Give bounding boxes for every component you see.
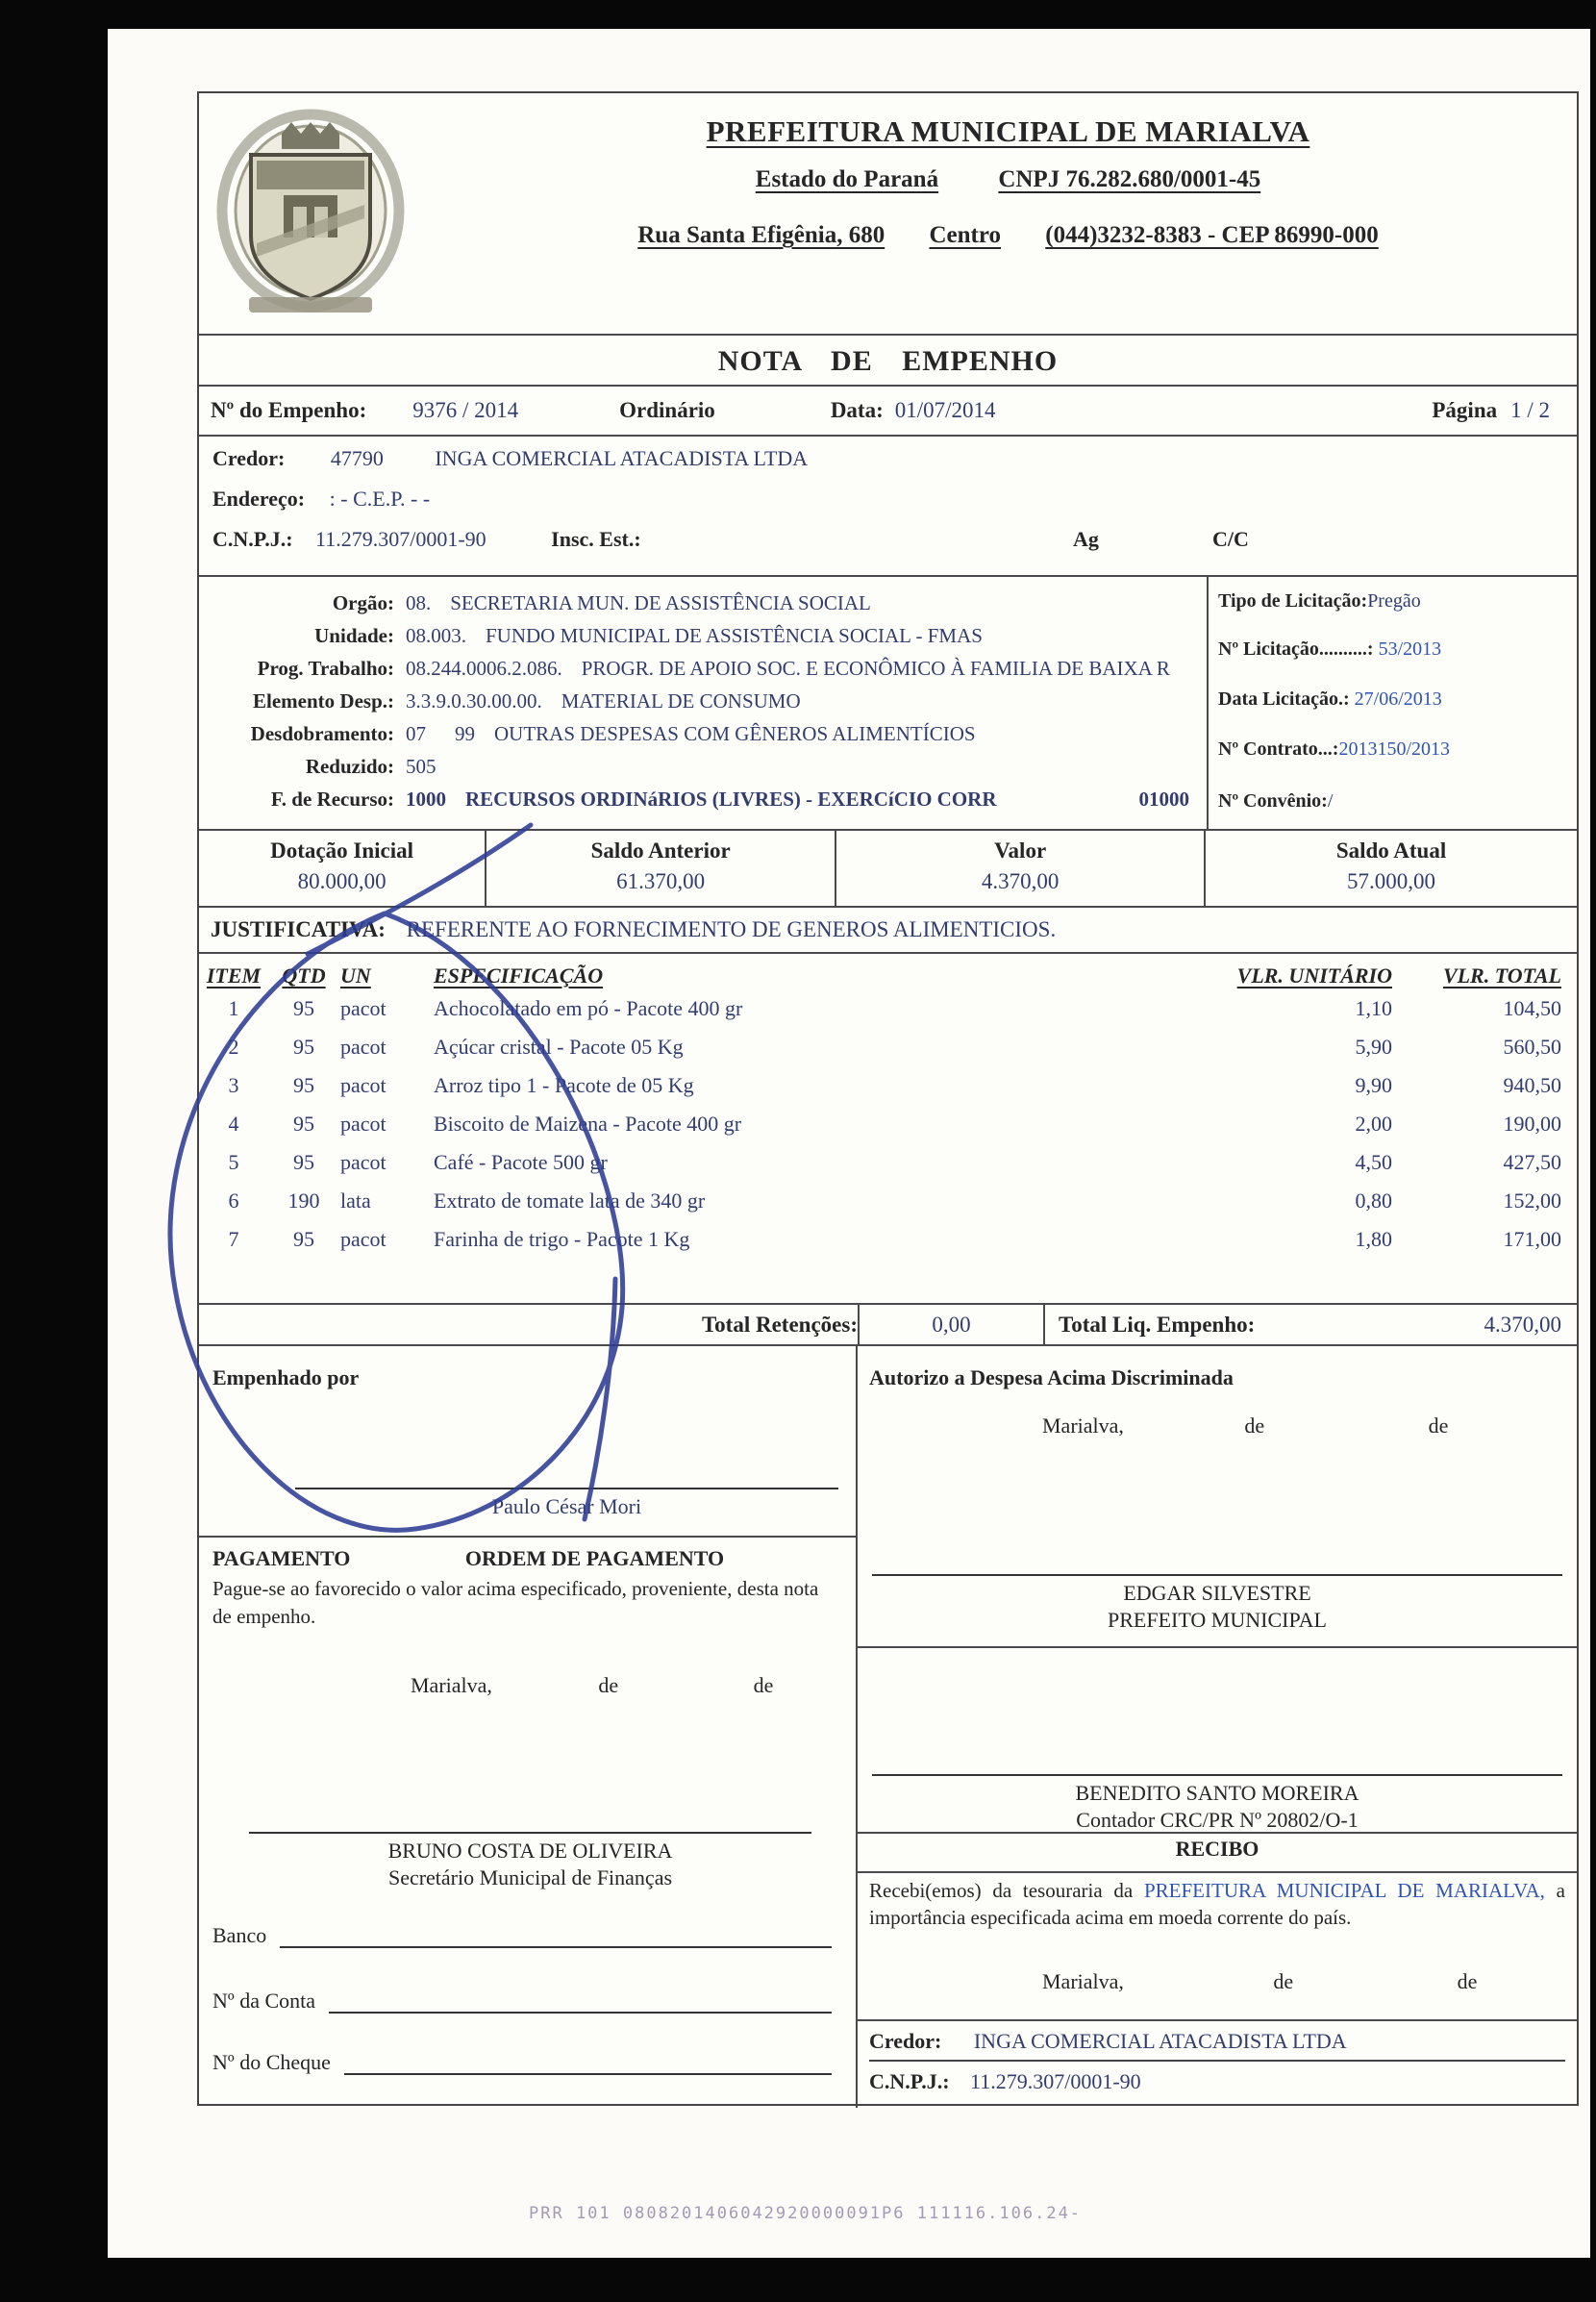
item-number: 3 [228,1073,239,1097]
insc-est-label: Insc. Est.: [551,527,641,551]
recibo-credor-row [869,2029,1565,2062]
tipo-licitacao-value: Pregão [1367,590,1421,612]
recibo-cnpj-value: 11.279.307/0001-90 [970,2069,1141,2093]
prefeito-name: EDGAR SILVESTRE [1123,1581,1311,1605]
dotacao-inicial-cell [199,831,486,906]
item-un: pacot [340,1150,387,1174]
desdobramento-desc: OUTRAS DESPESAS COM GÊNEROS ALIMENTÍCIOS [494,721,976,745]
credor-name: INGA COMERCIAL ATACADISTA LTDA [435,446,809,470]
state-cnpj-line [439,166,1577,193]
phone-cep: (044)3232-8383 - CEP 86990-000 [1045,222,1379,248]
desdobramento-code2: 99 [455,721,475,745]
num-licitacao-value: 53/2013 [1378,638,1442,660]
empenhado-signature-block [295,1488,838,1520]
de-label: de [753,1673,774,1697]
col-qtd: QTD [282,963,326,988]
retencoes-value: 0,00 [858,1305,1045,1344]
item-number: 6 [228,1189,239,1213]
contador-role: Contador CRC/PR Nº 20802/O-1 [1076,1807,1359,1832]
date-value: 01/07/2014 [894,398,996,422]
unidade-desc: FUNDO MUNICIPAL DE ASSISTÊNCIA SOCIAL - FMAS [486,623,983,647]
col-vlr-total: VLR. TOTAL [1442,963,1561,988]
item-vlr-total: 940,50 [1503,1073,1561,1097]
item-vlr-total: 190,00 [1503,1112,1561,1136]
banco-blank-line [280,1923,832,1948]
col-item: ITEM [206,963,262,988]
cheque-blank-line [344,2050,832,2075]
recibo-cnpj-label: C.N.P.J.: [869,2069,950,2093]
empenho-number-label: Nº do Empenho: [211,398,367,422]
recibo-city-date-line [858,1969,1577,1994]
recurso-code: 1000 [406,787,446,811]
saldo-anterior-value: 61.370,00 [616,869,706,893]
pagamento-text: Pague-se ao favorecido o valor acima especificado, proveniente, desta nota de empenho. [212,1577,819,1629]
item-vlr-total: 104,50 [1503,996,1561,1020]
recibo-title: RECIBO [1175,1837,1259,1861]
state-label: Estado do Paraná [755,166,939,192]
item-vlr-unit: 5,90 [1355,1035,1392,1059]
item-vlr-unit: 1,80 [1355,1227,1392,1251]
saldo-anterior-cell [486,831,836,906]
endereco-label: Endereço: [212,487,306,511]
items-table [199,954,1577,1259]
street-address: Rua Santa Efigênia, 680 [637,222,885,248]
orcamento-left [199,577,1209,829]
form-header [199,93,1577,334]
tipo-licitacao-label: Tipo de Licitação: [1218,590,1368,612]
elemento-desc: MATERIAL DE CONSUMO [561,688,801,713]
cnpj-row [212,527,1577,567]
credor-cnpj-label: C.N.P.J.: [212,527,293,551]
address-line [439,222,1577,249]
empenhado-por-label: Empenhado por [212,1365,360,1389]
de-label: de [598,1673,619,1697]
table-row [199,1220,1577,1259]
saldo-atual-label: Saldo Atual [1335,838,1447,863]
orgao-label: Orgão: [332,590,394,614]
item-qtd: 95 [293,1035,314,1059]
table-row [199,1143,1577,1182]
coat-of-arms-logo [209,99,412,318]
unidade-code: 08.003. [406,623,466,647]
endereco-value: : - C.E.P. - - [329,487,431,511]
convenio-value: / [1327,790,1334,812]
credor-row [212,446,1577,487]
cheque-label: Nº do Cheque [212,2050,331,2074]
city-label: Marialva, [1042,1969,1124,1993]
recibo-divider-bottom [858,1871,1577,1873]
secretario-name: BRUNO COSTA DE OLIVEIRA [387,1839,673,1863]
item-vlr-unit: 9,90 [1355,1073,1392,1097]
autorizo-title: Autorizo a Despesa Acima Discriminada [869,1365,1234,1389]
table-row [199,989,1577,1028]
item-number: 5 [228,1150,239,1174]
dotacao-inicial-value: 80.000,00 [297,869,387,893]
item-un: pacot [340,1227,387,1251]
elemento-code: 3.3.9.0.30.00.00. [406,688,542,713]
contador-name: BENEDITO SANTO MOREIRA [1075,1781,1359,1805]
prefeito-role: PREFEITO MUNICIPAL [1108,1607,1327,1632]
item-vlr-unit: 4,50 [1355,1150,1392,1174]
pagamento-title: PAGAMENTO [212,1546,351,1570]
desdobramento-label: Desdobramento: [250,721,394,745]
item-qtd: 190 [287,1189,320,1213]
item-un: lata [340,1189,371,1213]
item-qtd: 95 [293,1112,314,1136]
item-vlr-total: 560,50 [1503,1035,1561,1059]
banco-label: Banco [212,1923,267,1947]
recibo-cnpj-row [869,2069,1141,2094]
header-text [439,93,1577,249]
cnpj-label: CNPJ 76.282.680/0001-45 [998,166,1261,192]
cheque-field [212,2050,856,2075]
contador-signature-block [872,1774,1562,1833]
right-divider-1 [858,1646,1577,1648]
saldos-section [199,831,1577,908]
city-label: Marialva, [411,1673,492,1697]
item-qtd: 95 [293,1150,314,1174]
item-qtd: 95 [293,1227,314,1251]
municipality-title: PREFEITURA MUNICIPAL DE MARIALVA [706,114,1310,148]
orgao-code: 08. [406,590,432,614]
item-espec: Farinha de trigo - Pacote 1 Kg [434,1227,690,1251]
recurso-extra: 01000 [1138,787,1189,811]
elemento-label: Elemento Desp.: [253,688,394,713]
saldo-anterior-label: Saldo Anterior [590,838,731,863]
data-licitacao-value: 27/06/2013 [1354,688,1442,710]
col-vlr-unitario: VLR. UNITÁRIO [1236,963,1392,988]
empenho-type: Ordinário [619,398,715,422]
prefeito-signature-block [872,1574,1562,1633]
col-espec: ESPECIFICAÇÃO [434,963,604,988]
desdobramento-code: 07 [406,721,426,745]
item-un: pacot [340,1073,387,1097]
orgao-desc: SECRETARIA MUN. DE ASSISTÊNCIA SOCIAL [450,590,871,614]
item-un: pacot [340,1112,387,1136]
dotacao-inicial-label: Dotação Inicial [270,838,414,863]
empenho-number: 9376 / 2014 [412,398,519,422]
col-un: UN [340,963,371,988]
data-licitacao-label: Data Licitação.: [1218,688,1350,710]
item-espec: Biscoito de Maizena - Pacote 400 gr [434,1112,742,1136]
contrato-value: 2013150/2013 [1338,738,1451,760]
justificativa-text: REFERENTE AO FORNECIMENTO DE GENEROS ALIMENTICIOS. [406,917,1057,941]
autorizo-city-date-line [858,1414,1577,1439]
empenho-form [197,91,1579,2106]
prog-trabalho-label: Prog. Trabalho: [257,656,394,680]
date-label: Data: [830,398,884,422]
signatures-section [199,1346,1577,2108]
liquido-label: Total Liq. Empenho: [1059,1312,1256,1337]
item-qtd: 95 [293,1073,314,1097]
item-number: 1 [228,996,239,1020]
unidade-label: Unidade: [314,623,394,647]
item-vlr-total: 152,00 [1503,1189,1561,1213]
item-vlr-total: 171,00 [1503,1227,1561,1251]
right-column [858,1346,1577,2108]
recibo-entity-name: PREFEITURA MUNICIPAL DE MARIALVA, [1143,1879,1545,1902]
item-qtd: 95 [293,996,314,1020]
convenio-label: Nº Convênio: [1218,790,1328,812]
page-number: 1 / 2 [1510,398,1550,422]
ordem-pagamento-title: ORDEM DE PAGAMENTO [464,1546,725,1570]
saldo-atual-value: 57.000,00 [1347,869,1436,893]
de-label: de [1428,1414,1449,1438]
conta-blank-line [329,1989,832,2014]
table-row [199,1105,1577,1143]
credor-box-divider [858,2019,1577,2021]
credor-code: 47790 [330,446,384,470]
table-row [199,1182,1577,1220]
left-city-date-line [199,1673,856,1698]
item-espec: Extrato de tomate lata de 340 gr [434,1189,706,1213]
reduzido-value: 505 [406,754,436,778]
recibo-credor-label: Credor: [869,2029,942,2053]
credor-label: Credor: [212,446,286,470]
item-vlr-unit: 0,80 [1355,1189,1392,1213]
recibo-text-pos: a importância especificada acima em moeda corrente do país. [869,1879,1565,1930]
cc-label: C/C [1212,527,1249,551]
num-licitacao-label: Nº Licitação..........: [1218,638,1374,660]
left-column [199,1346,858,2108]
de-label: de [1273,1969,1294,1993]
credor-section [199,437,1577,577]
orcamento-section [199,577,1577,831]
item-vlr-unit: 1,10 [1355,996,1392,1020]
recurso-label: F. de Recurso: [270,787,394,811]
table-row [199,1028,1577,1066]
prog-trabalho-desc: PROGR. DE APOIO SOC. E ECONÔMICO À FAMILIA DE BAIXA R [581,656,1170,680]
de-label: de [1457,1969,1478,1993]
item-vlr-unit: 2,00 [1355,1112,1392,1136]
ag-label: Ag [1073,527,1099,551]
contrato-label: Nº Contrato...: [1218,738,1339,760]
dot-matrix-footer-code: PRR 101 0808201406042920000091P6 111116.106.24- [529,2204,1083,2223]
retencoes-label: Total Retenções: [701,1312,858,1337]
justificativa-label: JUSTIFICATIVA: [211,917,386,941]
valor-value: 4.370,00 [981,869,1060,893]
recibo-credor-name: INGA COMERCIAL ATACADISTA LTDA [973,2029,1347,2053]
conta-field [212,1989,856,2014]
credor-cnpj: 11.279.307/0001-90 [315,527,486,551]
district: Centro [929,222,1001,248]
prog-trabalho-code: 08.244.0006.2.086. [406,656,562,680]
de-label: de [1244,1414,1265,1438]
item-espec: Café - Pacote 500 gr [434,1150,608,1174]
items-section [199,954,1577,1305]
saldo-atual-cell [1206,831,1577,906]
licitacao-column [1209,577,1577,829]
page-label: Página [1432,398,1498,422]
empenho-number-row [199,387,1577,437]
valor-label: Valor [994,838,1047,863]
recibo-text [869,1877,1565,1932]
secretario-role: Secretário Municipal de Finanças [387,1864,673,1889]
liquido-value: 4.370,00 [1484,1312,1561,1337]
table-row [199,1066,1577,1105]
recibo-divider-top [858,1832,1577,1834]
item-number: 7 [228,1227,239,1251]
city-label: Marialva, [1042,1414,1124,1438]
totals-row [199,1305,1577,1346]
conta-label: Nº da Conta [212,1989,316,2013]
document-page [108,29,1590,2258]
item-number: 2 [228,1035,239,1059]
empenhado-signer-name: Paulo César Mori [491,1494,642,1518]
item-number: 4 [228,1112,239,1136]
pagamento-divider [199,1536,856,1538]
banco-field [212,1923,856,1948]
document-title: NOTA DE EMPENHO [199,334,1577,387]
item-espec: Achocolatado em pó - Pacote 400 gr [434,996,743,1020]
item-un: pacot [340,1035,387,1059]
recibo-text-pre: Recebi(emos) da tesouraria da [869,1879,1134,1902]
reduzido-label: Reduzido: [305,754,394,778]
item-un: pacot [340,996,387,1020]
endereco-row [212,487,1577,527]
justificativa-row [199,908,1577,954]
valor-cell [836,831,1206,906]
recurso-desc: RECURSOS ORDINáRIOS (LIVRES) - EXERCíCIO CORR [465,787,997,811]
secretario-signature-block [249,1832,811,1890]
item-espec: Arroz tipo 1 - Pacote de 05 Kg [434,1073,694,1097]
items-header-row [199,954,1577,989]
item-vlr-total: 427,50 [1503,1150,1561,1174]
item-espec: Açúcar cristal - Pacote 05 Kg [434,1035,684,1059]
